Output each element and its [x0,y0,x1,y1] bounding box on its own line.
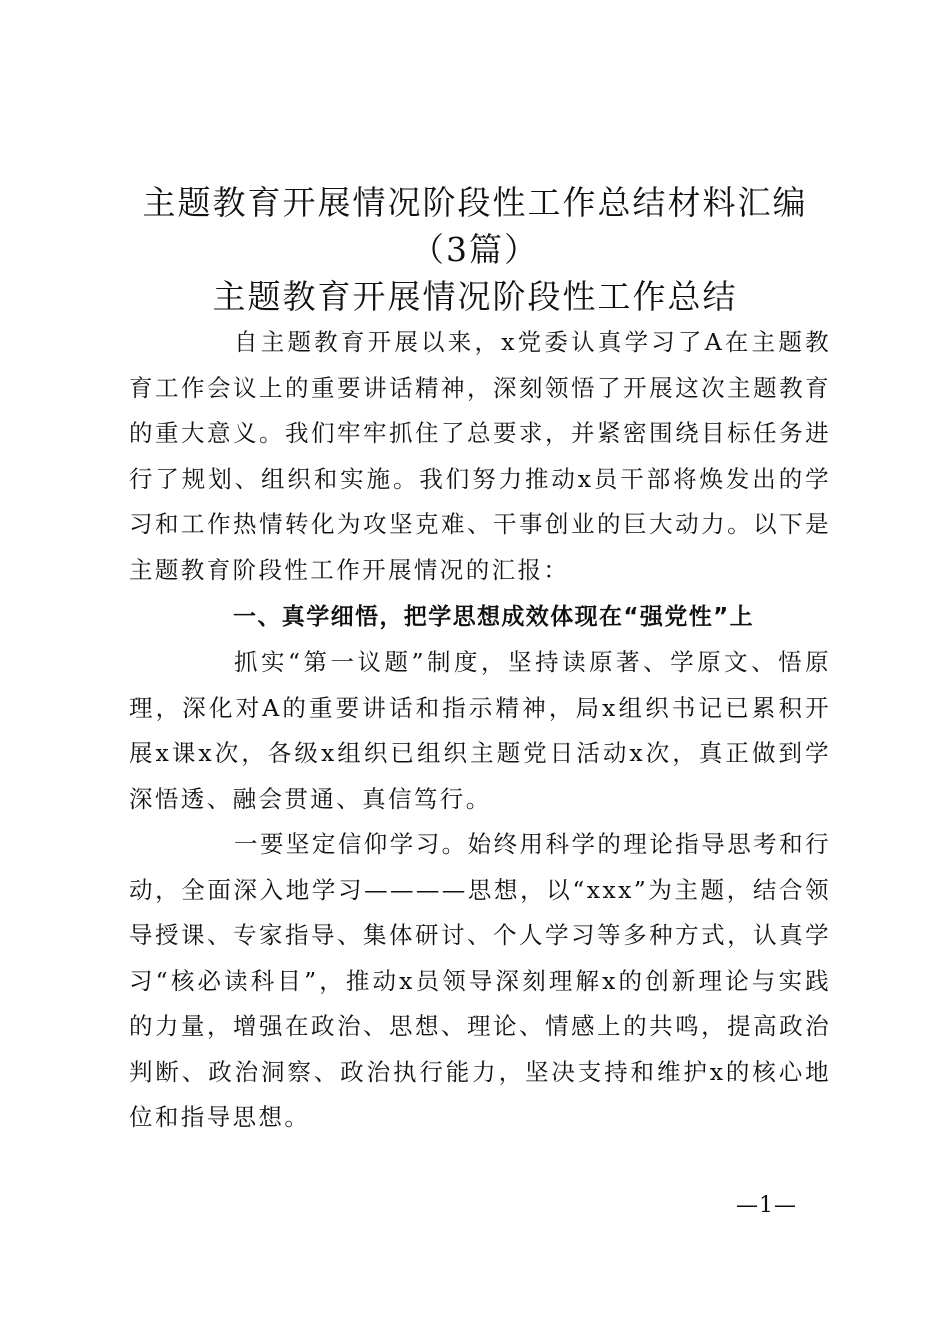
document-title: 主题教育开展情况阶段性工作总结材料汇编 [142,183,808,222]
section-heading: 一、真学细悟，把学思想成效体现在“强党性”上 [233,604,755,630]
document-subtitle: 主题教育开展情况阶段性工作总结 [212,277,738,316]
body-paragraph: 一要坚定信仰学习。始终用科学的理论指导思考和行动，全面深入地学习————思想，以“xxx”为主题，结合领导授课、专家指导、集体研讨、个人学习等多种方式，认真学习“核必读科目”，推动x员领导深刻理解x的创新理论与实践的力量，增强在政治、思想、理论、情感上的共鸣，提高政治判断、政治洞察、政治执行能力，坚决支持和维护x的核心地位和指导思想。 [129,830,831,1131]
body-paragraph: 抓实“第一议题”制度，坚持读原著、学原文、悟原理，深化对A的重要讲话和指示精神，局x组织书记已累积开展x课x次，各级x组织已组织主题党日活动x次，真正做到学深悟透、融会贯通、真信笃行。 [129,648,831,813]
intro-paragraph: 自主题教育开展以来，x党委认真学习了A在主题教育工作会议上的重要讲话精神，深刻领悟了开展这次主题教育的重大意义。我们牢牢抓住了总要求，并紧密围绕目标任务进行了规划、组织和实施。我们努力推动x员干部将焕发出的学习和工作热情转化为攻坚克难、干事创业的巨大动力。以下是主题教育阶段性工作开展情况的汇报： [129,328,831,584]
document-title-count: （3篇） [411,230,539,269]
page-number: —1— [736,1193,797,1218]
